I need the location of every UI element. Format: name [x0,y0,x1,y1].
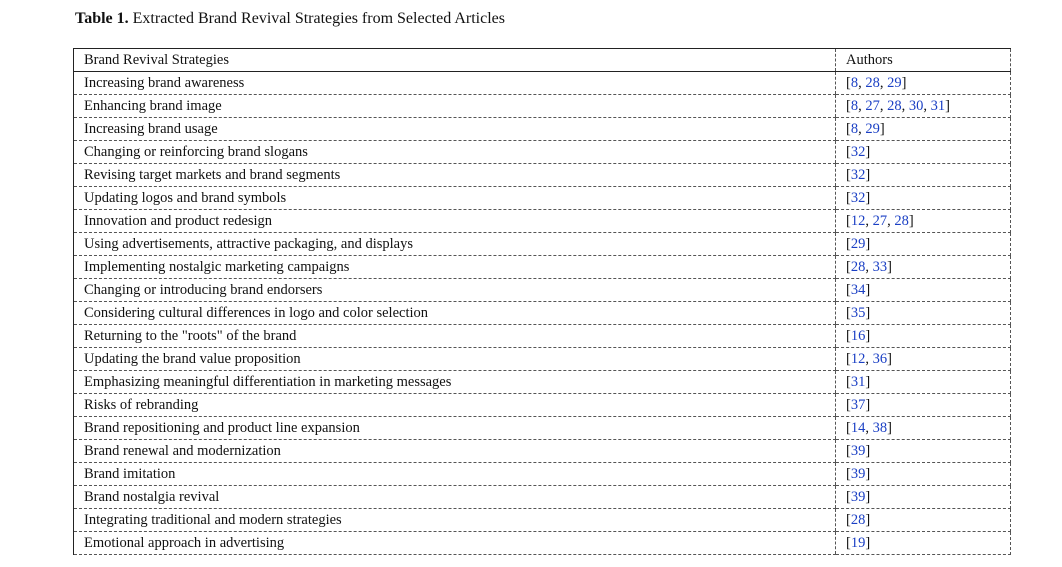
table-row [74,325,1011,348]
reference-link[interactable]: 19 [850,535,866,551]
close-bracket: ] [865,305,871,321]
table-caption-text: Extracted Brand Revival Strategies from Selected Articles [128,10,505,27]
reference-link[interactable]: 32 [850,167,866,183]
table-row [74,463,1011,486]
open-bracket: [ [846,121,851,137]
header-strategies: Brand Revival Strategies [74,49,836,72]
strategy-cell: Brand renewal and modernization [74,440,836,463]
close-bracket: ] [865,535,871,551]
close-bracket: ] [865,443,871,459]
reference-link[interactable]: 30 [908,98,924,114]
authors-cell [836,118,1011,141]
brand-revival-table [73,48,1011,555]
open-bracket: [ [846,236,851,252]
strategy-cell: Innovation and product redesign [74,210,836,233]
strategy-cell: Updating the brand value proposition [74,348,836,371]
ref-separator: , [858,75,866,91]
close-bracket: ] [865,466,871,482]
strategy-cell: Updating logos and brand symbols [74,187,836,210]
strategy-cell: Considering cultural differences in logo and color selection [74,302,836,325]
close-bracket: ] [865,282,871,298]
strategy-cell: Risks of rebranding [74,394,836,417]
authors-cell [836,509,1011,532]
table-row [74,256,1011,279]
strategy-cell: Increasing brand awareness [74,72,836,95]
close-bracket: ] [865,144,871,160]
table-row [74,348,1011,371]
reference-link[interactable]: 28 [850,259,866,275]
reference-link[interactable]: 35 [850,305,866,321]
authors-cell [836,141,1011,164]
open-bracket: [ [846,282,851,298]
authors-cell [836,256,1011,279]
ref-separator: , [858,121,866,137]
authors-cell [836,440,1011,463]
reference-link[interactable]: 8 [850,121,859,137]
reference-link[interactable]: 32 [850,190,866,206]
ref-separator: , [923,98,931,114]
open-bracket: [ [846,351,851,367]
close-bracket: ] [865,167,871,183]
table-row [74,279,1011,302]
reference-link[interactable]: 31 [850,374,866,390]
authors-cell [836,463,1011,486]
reference-link[interactable]: 39 [850,466,866,482]
open-bracket: [ [846,259,851,275]
table-row [74,233,1011,256]
strategy-cell: Emotional approach in advertising [74,532,836,555]
table-caption-label: Table 1. [75,10,129,27]
close-bracket: ] [865,328,871,344]
strategy-cell: Integrating traditional and modern strategies [74,509,836,532]
reference-link[interactable]: 29 [865,121,880,137]
ref-separator: , [865,213,873,229]
reference-link[interactable]: 12 [850,213,866,229]
reference-link[interactable]: 12 [850,351,866,367]
table-caption [75,9,505,29]
table-row [74,72,1011,95]
reference-link[interactable]: 29 [850,236,866,252]
close-bracket: ] [945,98,950,114]
strategy-cell: Emphasizing meaningful differentiation in marketing messages [74,371,836,394]
strategy-cell: Changing or introducing brand endorsers [74,279,836,302]
authors-cell [836,302,1011,325]
reference-link[interactable]: 28 [887,98,902,114]
close-bracket: ] [865,374,871,390]
reference-link[interactable]: 28 [850,512,866,528]
close-bracket: ] [887,259,892,275]
reference-link[interactable]: 33 [872,259,888,275]
open-bracket: [ [846,512,851,528]
authors-cell [836,279,1011,302]
ref-separator: , [865,351,873,367]
open-bracket: [ [846,466,851,482]
reference-link[interactable]: 31 [930,98,946,114]
authors-cell [836,210,1011,233]
reference-link[interactable]: 39 [850,443,866,459]
strategy-cell: Using advertisements, attractive packaging, and displays [74,233,836,256]
authors-cell [836,72,1011,95]
open-bracket: [ [846,144,851,160]
reference-link[interactable]: 28 [865,75,880,91]
ref-separator: , [879,75,888,91]
table-row [74,302,1011,325]
close-bracket: ] [865,236,871,252]
open-bracket: [ [846,98,851,114]
ref-separator: , [887,213,895,229]
open-bracket: [ [846,443,851,459]
reference-link[interactable]: 8 [850,98,859,114]
open-bracket: [ [846,305,851,321]
authors-cell [836,233,1011,256]
strategy-cell: Brand repositioning and product line expansion [74,417,836,440]
authors-cell [836,371,1011,394]
table-row [74,417,1011,440]
authors-cell [836,417,1011,440]
reference-link[interactable]: 34 [850,282,866,298]
authors-cell [836,95,1011,118]
strategy-cell: Increasing brand usage [74,118,836,141]
table-row [74,532,1011,555]
reference-link[interactable]: 16 [850,328,866,344]
close-bracket: ] [908,213,914,229]
authors-cell [836,164,1011,187]
reference-link[interactable]: 28 [894,213,909,229]
reference-link[interactable]: 27 [872,213,888,229]
strategy-cell: Changing or reinforcing brand slogans [74,141,836,164]
open-bracket: [ [846,213,851,229]
reference-link[interactable]: 38 [872,420,888,436]
authors-cell [836,394,1011,417]
open-bracket: [ [846,489,851,505]
close-bracket: ] [865,512,871,528]
reference-link[interactable]: 8 [850,75,859,91]
table-row [74,440,1011,463]
close-bracket: ] [865,397,871,413]
ref-separator: , [901,98,909,114]
table-row [74,141,1011,164]
close-bracket: ] [879,121,885,137]
strategy-cell: Returning to the "roots" of the brand [74,325,836,348]
close-bracket: ] [901,75,907,91]
open-bracket: [ [846,190,851,206]
strategy-cell: Implementing nostalgic marketing campaigns [74,256,836,279]
open-bracket: [ [846,535,851,551]
authors-cell [836,486,1011,509]
table-row [74,371,1011,394]
close-bracket: ] [865,190,871,206]
reference-link[interactable]: 14 [850,420,866,436]
open-bracket: [ [846,167,851,183]
table-row [74,187,1011,210]
strategy-cell: Brand nostalgia revival [74,486,836,509]
authors-cell [836,187,1011,210]
table-row [74,394,1011,417]
table-row [74,164,1011,187]
authors-cell [836,325,1011,348]
close-bracket: ] [887,351,892,367]
open-bracket: [ [846,328,851,344]
open-bracket: [ [846,75,851,91]
reference-link[interactable]: 37 [850,397,866,413]
table-row [74,118,1011,141]
open-bracket: [ [846,397,851,413]
reference-link[interactable]: 39 [850,489,866,505]
table-header-row [74,49,1011,72]
ref-separator: , [879,98,888,114]
header-authors: Authors [836,49,1011,72]
open-bracket: [ [846,374,851,390]
table-row [74,95,1011,118]
strategy-cell: Enhancing brand image [74,95,836,118]
strategy-cell: Revising target markets and brand segments [74,164,836,187]
reference-link[interactable]: 36 [872,351,888,367]
reference-link[interactable]: 32 [850,144,866,160]
table-row [74,509,1011,532]
strategy-cell: Brand imitation [74,463,836,486]
table-row [74,486,1011,509]
reference-link[interactable]: 27 [865,98,880,114]
authors-cell [836,532,1011,555]
ref-separator: , [865,420,873,436]
open-bracket: [ [846,420,851,436]
reference-link[interactable]: 29 [887,75,902,91]
ref-separator: , [865,259,873,275]
table-row [74,210,1011,233]
ref-separator: , [858,98,866,114]
close-bracket: ] [887,420,892,436]
authors-cell [836,348,1011,371]
close-bracket: ] [865,489,871,505]
